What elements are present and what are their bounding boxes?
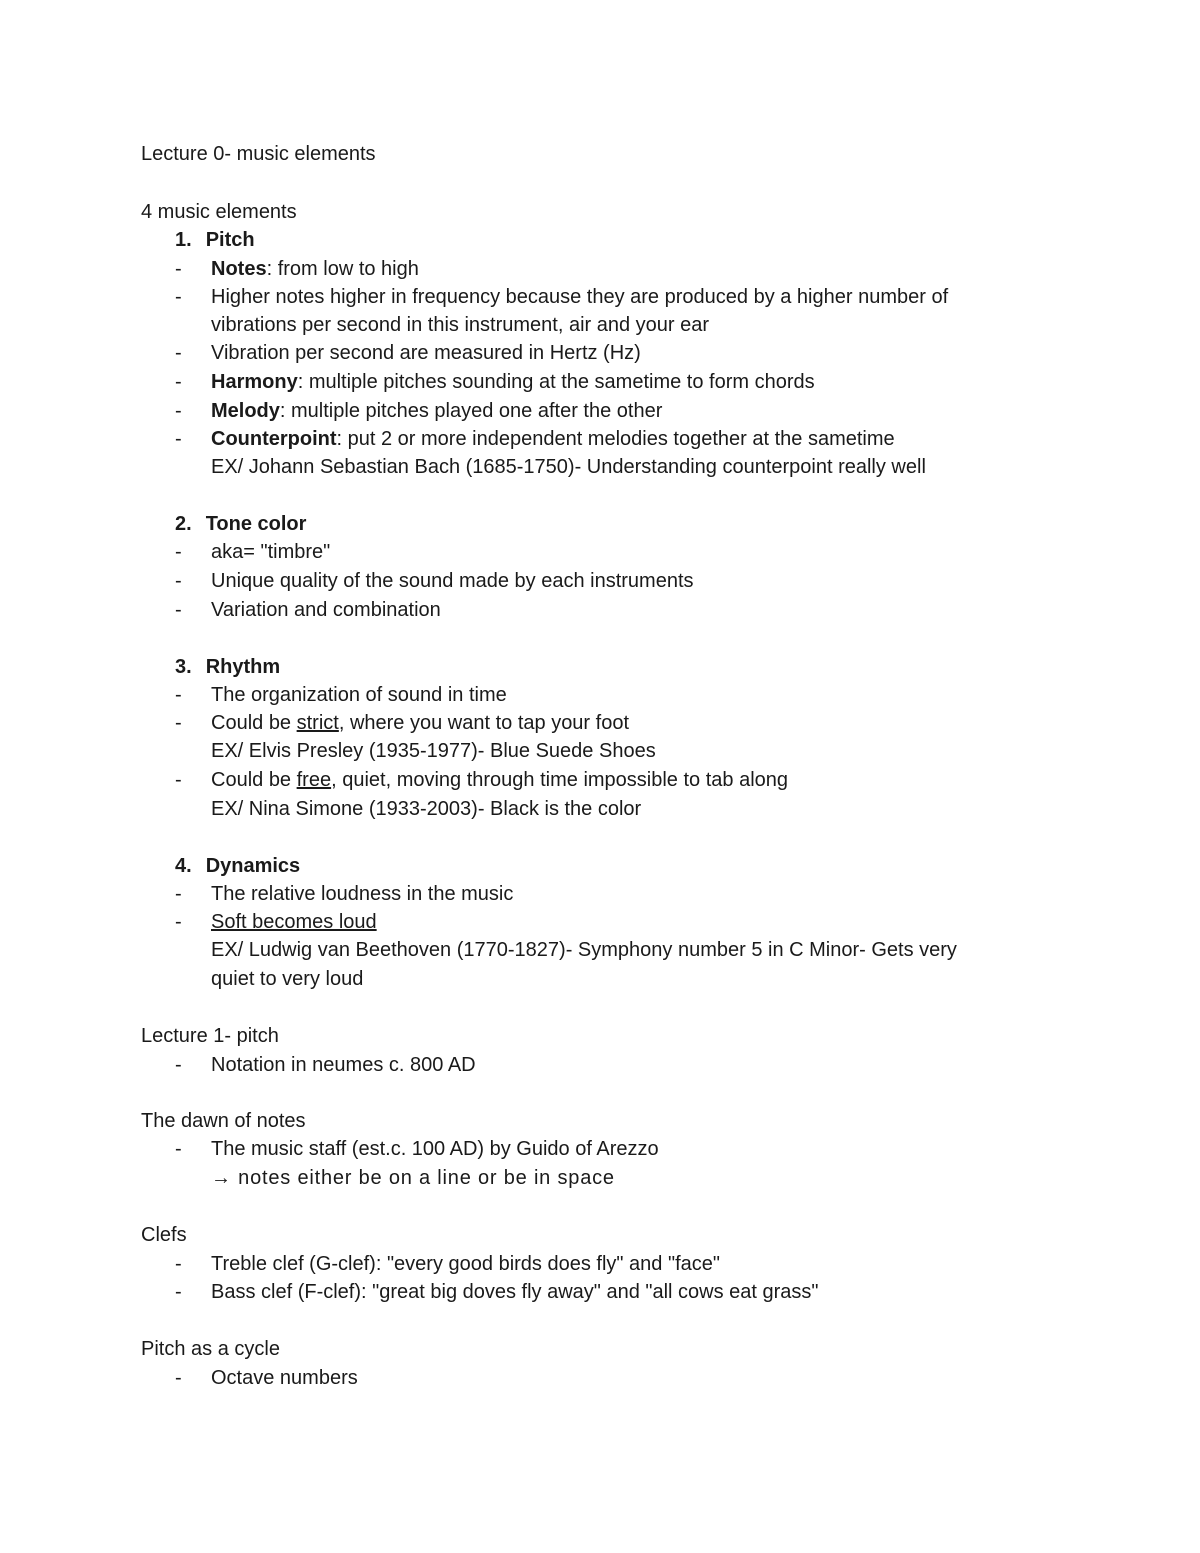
bullet: -: [175, 541, 182, 563]
bullet: -: [175, 1281, 182, 1303]
bass-clef-item: Bass clef (F-clef): "great big doves fly away" and "all cows eat grass": [211, 1281, 819, 1303]
bullet: -: [175, 258, 182, 280]
dynamics-heading: 4. Dynamics: [175, 855, 301, 877]
bullet: -: [175, 1253, 182, 1275]
higher-notes-item: Higher notes higher in frequency because they are produced by a higher number of: [211, 286, 949, 308]
intro-line: 4 music elements: [141, 201, 297, 223]
strict-item: Could be strict, where you want to tap your foot: [211, 712, 630, 734]
bullet: -: [175, 342, 182, 364]
treble-clef-item: Treble clef (G-clef): "every good birds does fly" and "face": [211, 1253, 720, 1275]
rhythm-heading: 3. Rhythm: [175, 656, 281, 678]
harmony-item: Harmony: multiple pitches sounding at the sametime to form chords: [211, 371, 815, 393]
relative-loudness-item: The relative loudness in the music: [211, 883, 514, 905]
dawn-of-notes-title: The dawn of notes: [141, 1110, 306, 1132]
bullet: -: [175, 1054, 182, 1076]
organization-item: The organization of sound in time: [211, 684, 507, 706]
music-staff-item: The music staff (est.c. 100 AD) by Guido of Arezzo: [211, 1138, 659, 1160]
timbre-item: aka= "timbre": [211, 541, 331, 563]
bullet: -: [175, 570, 182, 592]
soft-loud-item: Soft becomes loud: [211, 911, 377, 933]
tone-color-heading: 2. Tone color: [175, 513, 307, 535]
melody-item: Melody: multiple pitches played one after the other: [211, 400, 663, 422]
bullet: -: [175, 712, 182, 734]
counterpoint-example: EX/ Johann Sebastian Bach (1685-1750)- Understanding counterpoint really well: [211, 456, 926, 478]
octave-numbers-item: Octave numbers: [211, 1367, 358, 1389]
higher-notes-continuation: vibrations per second in this instrument, air and your ear: [211, 314, 710, 336]
bullet: -: [175, 1367, 182, 1389]
bullet: -: [175, 371, 182, 393]
neumes-item: Notation in neumes c. 800 AD: [211, 1054, 476, 1076]
bullet: -: [175, 286, 182, 308]
variation-item: Variation and combination: [211, 599, 441, 621]
clefs-title: Clefs: [141, 1224, 187, 1246]
pitch-cycle-title: Pitch as a cycle: [141, 1338, 280, 1360]
lecture-0-title: Lecture 0- music elements: [141, 143, 376, 165]
unique-quality-item: Unique quality of the sound made by each instruments: [211, 570, 694, 592]
bullet: -: [175, 599, 182, 621]
beethoven-example: EX/ Ludwig van Beethoven (1770-1827)- Symphony number 5 in C Minor- Gets very: [211, 939, 957, 961]
notes-line-space: → notes either be on a line or be in space: [211, 1167, 615, 1189]
bullet: -: [175, 400, 182, 422]
strict-example: EX/ Elvis Presley (1935-1977)- Blue Suede Shoes: [211, 740, 656, 762]
beethoven-example-continuation: quiet to very loud: [211, 968, 364, 990]
bullet: -: [175, 911, 182, 933]
bullet: -: [175, 684, 182, 706]
free-example: EX/ Nina Simone (1933-2003)- Black is the color: [211, 798, 642, 820]
pitch-heading: 1. Pitch: [175, 229, 255, 251]
bullet: -: [175, 428, 182, 450]
lecture-1-title: Lecture 1- pitch: [141, 1025, 279, 1047]
notes-item: Notes: from low to high: [211, 258, 419, 280]
bullet: -: [175, 883, 182, 905]
bullet: -: [175, 769, 182, 791]
vibration-item: Vibration per second are measured in Hertz (Hz): [211, 342, 641, 364]
counterpoint-item: Counterpoint: put 2 or more independent melodies together at the sametime: [211, 428, 895, 450]
bullet: -: [175, 1138, 182, 1160]
free-item: Could be free, quiet, moving through time impossible to tab along: [211, 769, 789, 791]
